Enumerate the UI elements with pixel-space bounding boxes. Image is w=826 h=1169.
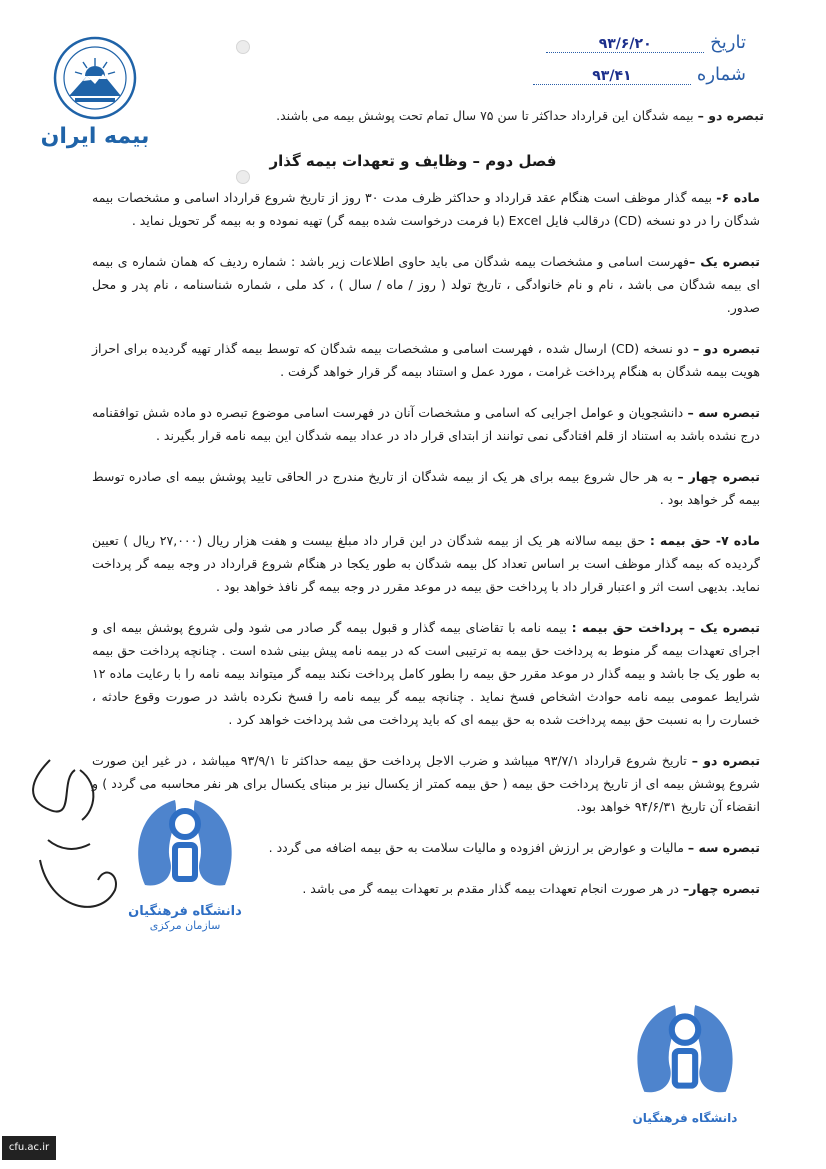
stamp-org-name: دانشگاه فرهنگیان [632, 1111, 738, 1125]
clause-label: ماده ۶- [716, 190, 760, 205]
clause-label: تبصره دو – [692, 341, 760, 356]
binder-hole [236, 170, 250, 184]
note-4 [92, 465, 760, 511]
clause-text: دانشجویان و عوامل اجرایی که اسامی و مشخصات آنان در فهرست اسامی موضوع تبصره دو ماده شش توافقنامه درج نشده باشد به استناد از قلم افتادگی نمی توانند از ابتدای قرار داد در عداد بیمه شدگان این بیمه نامه قرار بگیرند . [92, 405, 760, 443]
clause-text: دو نسخه (CD) ارسال شده ، فهرست اسامی و مشخصات بیمه شدگان که توسط بیمه گذار تهیه گردیده برای احراز هویت بیمه شدگان به هنگام پرداخت غرامت ، مورد عمل و استناد بیمه گر قرار خواهد گرفت . [92, 341, 760, 379]
note-2 [92, 337, 760, 383]
overflow-clause-text: بیمه شدگان این قرارداد حداکثر تا سن ۷۵ سال تمام تحت پوشش بیمه می باشند. [276, 108, 698, 123]
bimeh-iran-logo [40, 36, 150, 149]
stamp-org-name: دانشگاه فرهنگیان [128, 904, 242, 919]
section-title: فصل دوم – وظایف و تعهدات بیمه گذار [269, 152, 557, 170]
clause-label: تبصره سه – [687, 405, 760, 420]
date-value: ۹۳/۶/۲۰ [546, 36, 704, 53]
handwritten-signature [20, 740, 130, 930]
clause-label: تبصره دو – [691, 753, 761, 768]
article-6 [92, 186, 760, 232]
farhangian-emblem-icon [120, 790, 250, 900]
clause-label: تبصره یک – پرداخت حق بیمه : [571, 620, 760, 635]
article-7 [92, 529, 760, 598]
date-label: تاریخ [710, 32, 746, 53]
note-3 [92, 401, 760, 447]
number-value: ۹۳/۴۱ [533, 68, 691, 85]
overflow-clause-label: تبصره دو – [697, 108, 764, 123]
clause-text: تاریخ شروع قرارداد ۹۳/۷/۱ میباشد و ضرب الاجل پرداخت حق بیمه حداکثر تا ۹۳/۹/۱ میباشد ، در غیر این صورت شروع پوشش بیمه ای از تاریخ پرداخت حق بیمه ( حق بیمه کمتر از یکسال نیز بر مبنای یکسال برای هر نفر محاسبه می گردد ) و انقضاء آن تاریخ ۹۴/۶/۳۱ خواهد بود. [92, 753, 760, 814]
clause-label: تبصره چهار– [682, 881, 760, 896]
date-field [546, 32, 746, 53]
number-label: شماره [696, 64, 746, 85]
university-stamp-bottom [615, 995, 755, 1145]
clause-text: به هر حال شروع بیمه برای هر یک از بیمه شدگان از تاریخ مندرج در الحاقی تایید پوشش بیمه ای صادره توسط بیمه گر خواهد بود . [92, 469, 760, 507]
clause-label: ماده ۷- حق بیمه : [649, 533, 760, 548]
clause-text: حق بیمه سالانه هر یک از بیمه شدگان در این قرار داد مبلغ بیست و هفت هزار ریال (۲۷,۰۰۰ ریال ) تعیین گردیده که بیمه گذار موظف است بر اساس تعداد کل بیمه شدگان به طور یکجا در هنگام شروع قرارداد در وجه بیمه گر پرداخت نماید. بدیهی است اثر و اعتبار قرار داد با پرداخت حق بیمه در موعد مقرر در وجه بیمه گر نافذ خواهد بود . [92, 533, 760, 594]
article-7-note-1 [92, 616, 760, 731]
stamp-sub-label: سازمان مرکزی [149, 919, 221, 932]
number-field [533, 64, 746, 85]
clause-text: بیمه نامه با تقاضای بیمه گذار و قبول بیمه گر صادر می شود ولی شروع پوشش بیمه ای و اجرای تعهدات بیمه گر منوط به پرداخت حق بیمه به ترتیبی است که در بیمه نامه پیش بینی شده است . چنانچه پرداخت حق بیمه به طور یک جا باشد و بیمه گذار در موعد مقرر حق بیمه را بطور کامل پرداخت نکند بیمه گر میتواند بیمه نامه را با رعایت ماده ۱۲ شرایط عمومی بیمه نامه حوادث اشخاص فسخ نماید . چنانچه بیمه گر بیمه نامه را فسخ نکرده باشد در صورت وقوع حادثه ، خسارت را به نسبت حق بیمه پرداخت شده به حق بیمه ای که باید پرداخت می شد پرداخت خواهد کرد . [92, 620, 760, 727]
overflow-clause [64, 108, 764, 123]
note-1 [92, 250, 760, 319]
logo-name: بیمه ایران [40, 124, 150, 149]
clause-text: در هر صورت انجام تعهدات بیمه گذار مقدم بر تعهدات بیمه گر می باشد . [302, 881, 683, 896]
clause-text: بیمه گذار موظف است هنگام عقد قرارداد و حداکثر ظرف مدت ۳۰ روز از تاریخ شروع قرارداد اسامی و مشخصات بیمه شدگان را در دو نسخه (CD) درقالب فایل Excel (با فرمت درخواست شده بیمه گر) تهیه نموده و به بیمه گر تحویل نماید . [92, 190, 760, 228]
binder-hole [236, 40, 250, 54]
clause-text: مالیات و عوارض بر ارزش افزوده و مالیات سلامت به حق بیمه اضافه می گردد . [268, 840, 688, 855]
clause-label: تبصره سه – [687, 840, 760, 855]
university-stamp [120, 790, 250, 940]
clause-label: تبصره یک – [688, 254, 761, 269]
footer-watermark: cfu.ac.ir [2, 1136, 56, 1160]
clause-text: فهرست اسامی و مشخصات بیمه شدگان می باید حاوی اطلاعات زیر باشد : شماره ردیف که همان شماره ی بیمه ای بیمه شدگان می باشد ، نام و نام خانوادگی ، تاریخ تولد ( روز / ماه / سال ) ، کد ملی ، شماره شناسنامه ، نام پدر و محل صدور. [92, 254, 760, 315]
farhangian-emblem-icon [615, 995, 755, 1107]
clause-label: تبصره چهار – [677, 469, 760, 484]
